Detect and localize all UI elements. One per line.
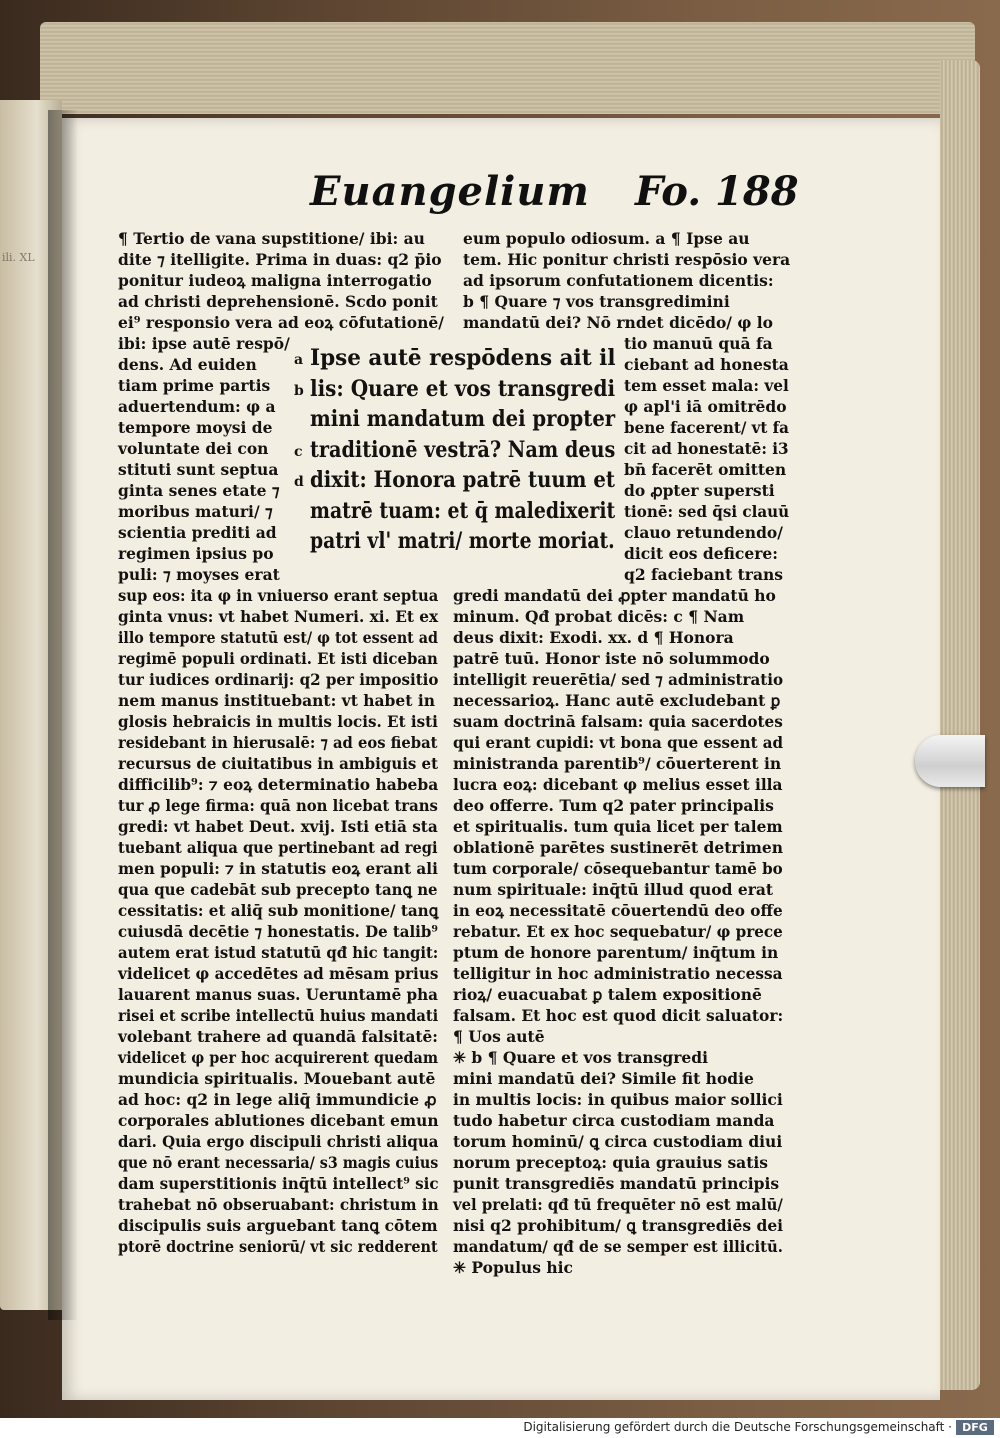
text-line: que nō erant necessaria/ s3 magis cuius: [118, 1153, 439, 1172]
left-column-top: [118, 228, 444, 354]
page-edges-right: [940, 60, 980, 1390]
text-line: autem erat istud statutū qđ hic tangit:: [118, 943, 439, 962]
verse-mark: [294, 406, 304, 437]
text-line: in multis locis: in quibus maior sollici: [453, 1090, 783, 1109]
text-line: nisi q2 prohibitum/ ꝗ transgrediēs dei: [453, 1216, 784, 1235]
text-line: dite ⁊ itelligite. Prima in duas: q2 p̄io: [118, 250, 442, 269]
text-line: dam superstitionis inq̄tū intellect⁹ sic: [118, 1174, 439, 1193]
text-line: tionē: sed q̄si clauū: [624, 502, 790, 521]
text-line: ¶ Tertio de vana supstitione/ ibi: au: [118, 229, 425, 248]
left-column-narrow: [118, 354, 280, 585]
scripture-line: matrē tuam: et q̄ maledixerit: [310, 497, 616, 524]
verse-mark: b: [294, 382, 304, 399]
text-line: bn̄ facerēt omitten: [624, 460, 787, 479]
text-line: deo offerre. Tum q2 pater principalis: [453, 796, 774, 815]
text-line: bene facerent/ vt fa: [624, 418, 789, 437]
text-line: patrē tuū. Honor iste nō solummodo: [453, 649, 770, 668]
page-clip: [915, 735, 985, 787]
scripture-line: patri vl' matri/ morte moriat.: [310, 528, 615, 554]
running-title: Euangelium: [310, 168, 590, 215]
text-line: ciebant ad honesta: [624, 355, 789, 374]
text-line: qua que cadebāt sub precepto tanꝗ ne: [118, 880, 438, 899]
text-line: intelligit reuerētia/ sed ⁊ administratio: [453, 670, 784, 689]
text-line: do ꝓpter supersti: [624, 481, 775, 500]
text-line: dicit eos deficere:: [624, 544, 778, 563]
folio-number: Fo. 188: [635, 168, 799, 215]
text-line: discipulis suis arguebant tanꝗ cōtem: [118, 1216, 438, 1235]
verse-mark: d: [294, 474, 304, 490]
text-line: gredi mandatū dei ꝓpter mandatū ho: [453, 586, 776, 605]
text-line: tio manuū quā fa: [624, 334, 773, 353]
text-line: cit ad honestatē: i3: [624, 439, 789, 458]
scripture-line: mini mandatum dei propter: [310, 406, 616, 432]
left-column-bottom: [118, 585, 466, 1257]
text-line: ginta vnus: vt habet Numeri. xi. Et ex: [118, 607, 439, 626]
text-line: vel prelati: qđ tū frequēter nō est malū/: [453, 1195, 783, 1214]
text-line: voluntate dei con: [118, 439, 269, 458]
text-line: videlicet φ accedētes ad mēsam prius: [118, 964, 439, 983]
text-line: tur ꝓ lege firma: quā non licebat trans: [118, 796, 438, 815]
footer-bar: [0, 1418, 1000, 1438]
text-line: ad christi deprehensionē. Scdo ponit: [118, 292, 438, 311]
text-line: risei et scribe intellectū huius mandati: [118, 1006, 439, 1025]
scripture-line: traditionē vestrā? Nam deus: [310, 436, 616, 463]
text-line: ministranda parentib⁹/ cōuerterent in: [453, 754, 782, 773]
scripture-main-text: [310, 343, 668, 557]
text-line: rioꝝ/ euacuabat ꝑ talem expositionē: [453, 985, 762, 1004]
text-line: tem esset mala: vel: [624, 376, 789, 395]
text-line: tudo habetur circa custodiam manda: [453, 1111, 775, 1130]
verse-mark: [294, 498, 304, 529]
funding-notice: Digitalisierung gefördert durch die Deutsche Forschungsgemeinschaft ·: [523, 1420, 952, 1434]
text-line: residebant in hierusalē: ⁊ ad eos fiebat: [118, 733, 438, 752]
text-line: telligitur in hoc administratio necessa: [453, 964, 783, 983]
text-line: dari. Quia ergo discipuli christi aliqua: [118, 1132, 439, 1151]
text-line: men populi: ⁊ in statutis eoꝝ erant ali: [118, 859, 438, 878]
text-line: videlicet φ per hoc acquirerent quedam: [118, 1048, 439, 1067]
text-line: regimē populi ordinati. Et isti diceban: [118, 649, 438, 668]
text-line: cuiusdā decētie ⁊ honestatis. De talib⁹: [118, 922, 438, 941]
text-line: punit transgrediēs mandatū principis: [453, 1174, 780, 1193]
text-line: necessarioꝝ. Hanc autē excludebant ꝑ: [453, 691, 781, 710]
text-line: tuebant aliqua que pertinebant ad regi: [118, 838, 438, 857]
verse-mark: c: [294, 443, 303, 460]
text-line: tem. Hic ponitur christi respōsio vera: [463, 250, 791, 269]
text-line: ✳ Populus hic: [453, 1258, 573, 1277]
text-line: ad ipsorum confutationem dicentis:: [463, 271, 774, 290]
text-line: lucra eoꝝ: dicebant φ melius esset illa: [453, 775, 783, 794]
text-line: stituti sunt septua: [118, 460, 279, 479]
text-line: norum preceptoꝝ: quia grauius satis: [453, 1153, 768, 1172]
text-line: mandatum/ qđ de se semper est illicitū.: [453, 1237, 783, 1256]
text-line: oblationē parētes sustinerēt detrimen: [453, 838, 784, 857]
scripture-line: Ipse autē respōdens ait il: [310, 345, 616, 371]
text-line: ptum de honore parentum/ inq̄tum in: [453, 943, 779, 962]
text-line: ✳ b ¶ Quare et vos transgredi: [453, 1048, 708, 1067]
text-line: eum populo odiosum. a ¶ Ipse au: [463, 229, 750, 248]
text-line: ei⁹ responsio vera ad eoꝝ cōfutationē/: [118, 313, 444, 332]
text-line: ptorē doctrine seniorū/ vt sic redderent: [118, 1237, 438, 1256]
left-margin-fragment: ili. XL: [2, 251, 35, 264]
text-line: corporales ablutiones dicebant emun: [118, 1111, 439, 1130]
text-line: volebant trahere ad quandā falsitatē:: [118, 1027, 438, 1046]
text-line: qui erant cupidi: vt bona que essent ad: [453, 733, 784, 752]
dfg-logo: DFG: [956, 1420, 994, 1435]
scripture-line: dixit: Honora patrē tuum et: [310, 467, 615, 493]
text-line: suam doctrinā falsam: quia sacerdotes: [453, 712, 783, 731]
text-line: ponitur iudeoꝝ maligna interrogatio: [118, 271, 432, 290]
text-line: sup eos: ita φ in vniuerso erant septua: [118, 586, 439, 605]
text-line: torum hominū/ ꝗ circa custodiam diui: [453, 1132, 783, 1151]
text-line: rebatur. Et ex hoc sequebatur/ φ prece: [453, 922, 783, 941]
text-line: tum corporale/ cōsequebantur tamē bo: [453, 859, 783, 878]
text-line: recursus de ciuitatibus in ambiguis et: [118, 754, 439, 773]
right-column-top: [463, 228, 790, 333]
text-line: cessitatis: et aliq̄ sub monitione/ tanꝗ: [118, 901, 439, 920]
text-line: tiam prime partis: [118, 376, 271, 395]
verse-mark: a: [294, 352, 304, 368]
text-line: in eoꝝ necessitatē cōuertendū deo offe: [453, 901, 783, 920]
text-line: deus dixit: Exodi. xx. d ¶ Honora: [453, 628, 734, 647]
spine-shadow: [48, 110, 78, 1320]
text-line: mundicia spiritualis. Mouebant autē: [118, 1069, 436, 1088]
text-line: mandatū dei? Nō rndet dicēdo/ φ lo: [463, 313, 773, 332]
text-line: falsam. Et hoc est quod dicit saluator:: [453, 1006, 784, 1025]
text-line: mini mandatū dei? Simile fit hodie: [453, 1069, 754, 1088]
text-line: aduertendum: φ a: [118, 397, 276, 416]
scripture-verse-marks: [294, 345, 304, 559]
text-line: ¶ Uos autē: [453, 1027, 545, 1046]
text-line: nem manus instituebant: vt habet in: [118, 691, 435, 710]
text-line: glosis hebraicis in multis locis. Et isti: [118, 712, 438, 731]
text-line: ad hoc: q2 in lege aliq̄ immundicie ꝓ: [118, 1090, 437, 1109]
page-edges-top: [40, 22, 975, 114]
text-line: tur iudices ordinarij: q2 per impositio: [118, 670, 439, 689]
verse-mark: [294, 528, 304, 559]
text-line: regimen ipsius po: [118, 544, 274, 563]
text-line: minum. Qđ probat dicēs: c ¶ Nam: [453, 607, 745, 626]
text-line: q2 faciebant trans: [624, 565, 783, 584]
text-line: dens. Ad euiden: [118, 355, 257, 374]
text-line: moribus maturi/ ⁊: [118, 502, 273, 521]
text-line: gredi: vt habet Deut. xvij. Isti etiā sta: [118, 817, 438, 836]
text-line: num spirituale: inq̄tū illud quod erat: [453, 880, 774, 899]
text-line: b ¶ Quare ⁊ vos transgredimini: [463, 292, 730, 311]
text-line: tempore moysi de: [118, 418, 273, 437]
text-line: φ apl'i iā omitrēdo: [624, 397, 787, 416]
text-line: ginta senes etate ⁊: [118, 481, 280, 500]
scripture-line: lis: Quare et vos transgredi: [310, 375, 616, 402]
text-line: difficilib⁹: ⁊ eoꝝ determinatio habeba: [118, 775, 439, 794]
right-column-bottom: [453, 585, 798, 1278]
text-line: trahebat nō obseruabant: christum in: [118, 1195, 439, 1214]
text-line: scientia prediti ad: [118, 523, 277, 542]
text-line: puli: ⁊ moyses erat: [118, 565, 280, 584]
text-line: illo tempore statutū est/ φ tot essent ad: [118, 628, 438, 647]
text-line: et spiritualis. tum quia licet per talem: [453, 817, 783, 836]
text-line: lauarent manus suas. Ueruntamē pha: [118, 985, 438, 1004]
text-line: ibi: ipse autē respō/: [118, 334, 290, 353]
text-line: clauo retundendo/: [624, 523, 783, 542]
